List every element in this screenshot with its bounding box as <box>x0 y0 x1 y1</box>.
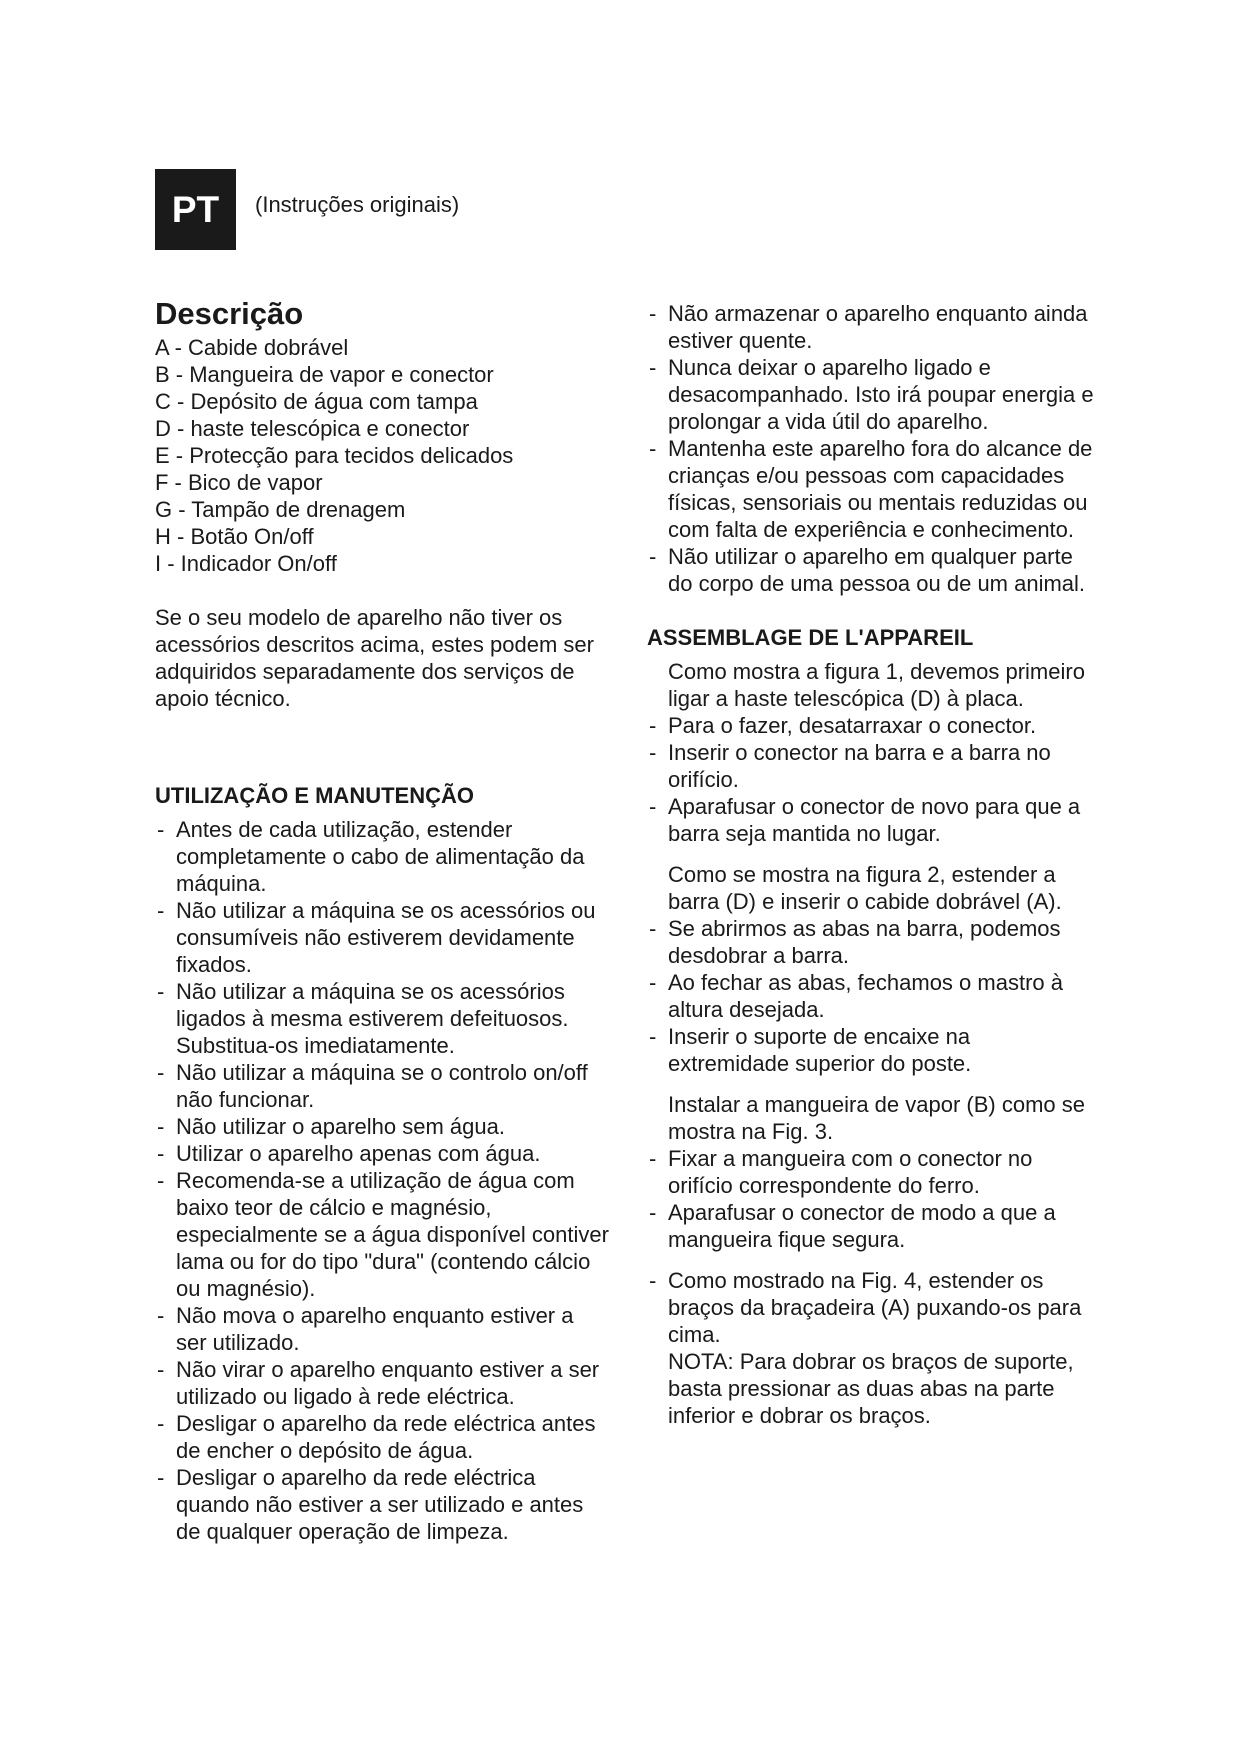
assembly-note: NOTA: Para dobrar os braços de suporte, basta pressionar as duas abas na parte inferior e dobrar os braços. <box>668 1349 1074 1428</box>
assembly-intro-3: Instalar a mangueira de vapor (B) como se mostra na Fig. 3. <box>668 1092 1085 1144</box>
legend-item: A - Cabide dobrável <box>155 335 349 360</box>
list-item: - Não utilizar o aparelho sem água. <box>155 1113 610 1140</box>
usage-list <box>155 816 610 1545</box>
list-item: - Para o fazer, desatarraxar o conector. <box>647 712 1097 739</box>
left-column <box>155 296 610 1545</box>
list-item: - Não mova o aparelho enquanto estiver a ser utilizado. <box>155 1302 610 1356</box>
list-item: - Inserir o conector na barra e a barra no orifício. <box>647 739 1097 793</box>
list-item: - Antes de cada utilização, estender completamente o cabo de alimentação da máquina. <box>155 816 610 897</box>
list-item: - Ao fechar as abas, fechamos o mastro à altura desejada. <box>647 969 1097 1023</box>
usage-list-continued <box>647 300 1097 597</box>
assembly-title: ASSEMBLAGE DE L'APPAREIL <box>647 625 974 650</box>
assembly-steps-1 <box>647 712 1097 847</box>
list-item: - Fixar a mangueira com o conector no orifício correspondente do ferro. <box>647 1145 1097 1199</box>
legend-item: B - Mangueira de vapor e conector <box>155 362 494 387</box>
language-badge: PT <box>155 169 236 250</box>
list-item: - Nunca deixar o aparelho ligado e desacompanhado. Isto irá poupar energia e prolongar a vida útil do aparelho. <box>647 354 1097 435</box>
assembly-steps-4 <box>647 1267 1097 1348</box>
subtitle: (Instruções originais) <box>255 192 460 217</box>
list-item: - Desligar o aparelho da rede eléctrica antes de encher o depósito de água. <box>155 1410 610 1464</box>
list-item: - Não armazenar o aparelho enquanto ainda estiver quente. <box>647 300 1097 354</box>
list-item: - Se abrirmos as abas na barra, podemos desdobrar a barra. <box>647 915 1097 969</box>
assembly-steps-3 <box>647 1145 1097 1253</box>
list-item: - Não virar o aparelho enquanto estiver a ser utilizado ou ligado à rede eléctrica. <box>155 1356 610 1410</box>
legend-item: H - Botão On/off <box>155 524 314 549</box>
legend-item: E - Protecção para tecidos delicados <box>155 443 514 468</box>
description-title: Descrição <box>155 296 304 331</box>
list-item: - Mantenha este aparelho fora do alcance de crianças e/ou pessoas com capacidades físicas, sensoriais ou mentais reduzidas ou com falta de experiência e conhecimento. <box>647 435 1097 543</box>
list-item: - Não utilizar a máquina se os acessórios ligados à mesma estiverem defeituosos. Substitua-os imediatamente. <box>155 978 610 1059</box>
list-item: - Desligar o aparelho da rede eléctrica quando não estiver a ser utilizado e antes de qualquer operação de limpeza. <box>155 1464 610 1545</box>
legend-item: C - Depósito de água com tampa <box>155 389 478 414</box>
list-item: - Aparafusar o conector de novo para que a barra seja mantida no lugar. <box>647 793 1097 847</box>
list-item: - Como mostrado na Fig. 4, estender os braços da braçadeira (A) puxando-os para cima. <box>647 1267 1097 1348</box>
right-column <box>647 300 1097 1429</box>
assembly-intro-1: Como mostra a figura 1, devemos primeiro ligar a haste telescópica (D) à placa. <box>668 659 1085 711</box>
list-item: - Utilizar o aparelho apenas com água. <box>155 1140 610 1167</box>
list-item: - Não utilizar a máquina se os acessórios ou consumíveis não estiverem devidamente fixados. <box>155 897 610 978</box>
list-item: - Não utilizar a máquina se o controlo on/off não funcionar. <box>155 1059 610 1113</box>
accessories-note: Se o seu modelo de aparelho não tiver os acessórios descritos acima, estes podem ser adquiridos separadamente dos serviços de apoio técnico. <box>155 605 594 711</box>
legend-item: D - haste telescópica e conector <box>155 416 470 441</box>
usage-title: UTILIZAÇÃO E MANUTENÇÃO <box>155 783 474 808</box>
list-item: - Inserir o suporte de encaixe na extremidade superior do poste. <box>647 1023 1097 1077</box>
legend-item: F - Bico de vapor <box>155 470 323 495</box>
assembly-steps-2 <box>647 915 1097 1077</box>
list-item: - Aparafusar o conector de modo a que a mangueira fique segura. <box>647 1199 1097 1253</box>
assembly-intro-2: Como se mostra na figura 2, estender a barra (D) e inserir o cabide dobrável (A). <box>668 862 1062 914</box>
legend-item: I - Indicador On/off <box>155 551 337 576</box>
parts-legend <box>155 334 610 577</box>
list-item: - Recomenda-se a utilização de água com baixo teor de cálcio e magnésio, especialmente se a água disponível contiver lama ou for do tipo "dura" (contendo cálcio ou magnésio). <box>155 1167 610 1302</box>
list-item: - Não utilizar o aparelho em qualquer parte do corpo de uma pessoa ou de um animal. <box>647 543 1097 597</box>
legend-item: G - Tampão de drenagem <box>155 497 406 522</box>
